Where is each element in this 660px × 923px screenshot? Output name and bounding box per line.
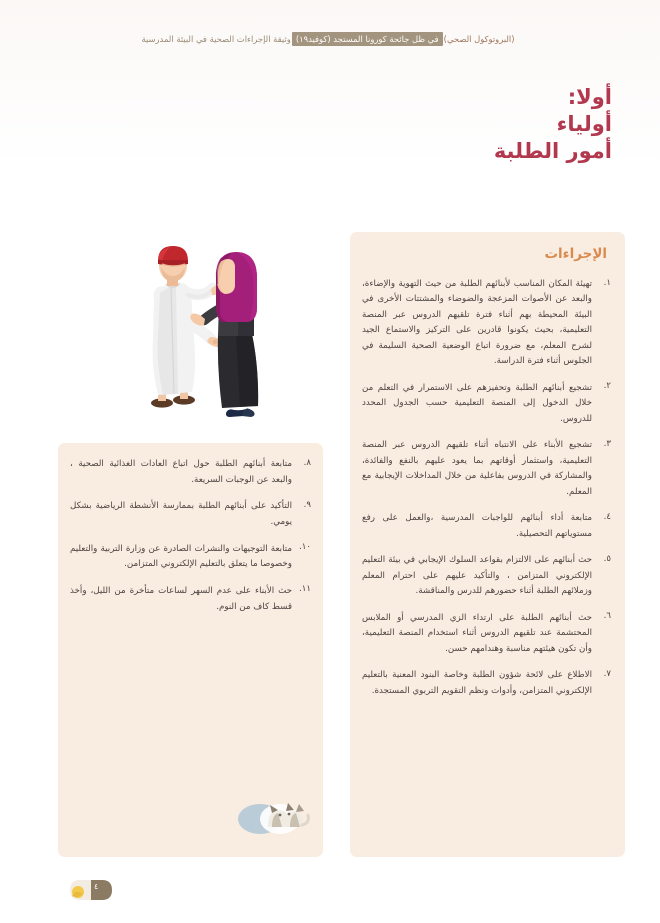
- list-item-text: تشجيع أبنائهم الطلبة وتحفيزهم على الاستمرار في التعلم من خلال الدخول إلى المنصة التعليمية حسب الجدول المحدد للدروس.: [362, 382, 592, 424]
- list-item-number: ١١.: [299, 584, 311, 595]
- list-item: [70, 499, 311, 530]
- page-number-badge: [66, 875, 116, 905]
- running-header-protocol: (البروتوكول الصحي): [443, 34, 515, 44]
- procedures-panel-right: [350, 232, 625, 857]
- procedures-panel-left: [58, 443, 323, 857]
- list-item-number: ٤.: [603, 511, 611, 522]
- list-item-text: حث أبنائهم الطلبة على ارتداء الزي المدرسي أو الملابس المحتشمة عند تلقيهم الدروس أثناء استخدام المنصة التعليمية، وأن تكون هيئتهم مناسبة وهندامهم حسن.: [362, 612, 592, 654]
- list-item: [362, 277, 611, 370]
- two-parents-illustration: [118, 238, 288, 428]
- list-item: [70, 457, 311, 488]
- list-item: [362, 381, 611, 427]
- page-title: [494, 84, 612, 165]
- list-item-text: متابعة أداء أبنائهم للواجبات المدرسية ،والعمل على رفع مستوياتهم التحصيلية.: [362, 513, 592, 539]
- page-title-line-2: أولياء: [556, 111, 612, 136]
- list-item: [362, 668, 611, 699]
- list-item-number: ٣.: [603, 438, 611, 449]
- procedures-list-left: [70, 457, 311, 626]
- list-item: [70, 542, 311, 573]
- list-item: [362, 511, 611, 542]
- list-item: [362, 611, 611, 657]
- list-item-text: تهيئة المكان المناسب لأبنائهم الطلبة من حيث التهوية والإضاءة، والبعد عن الأصوات المزعجة والضوضاء والمشتتات الأخرى في البيئة المحيطة بهم أثناء فترة تلقيهم الدروس عبر المنصة التعليمية، بحيث يكونوا قادرين على التركيز والاستماع الجيد لشرح المعلم، مع ضرورة اتباع الوضعية الصحية السليمة في الجلوس أثناء فترة الدراسة.: [362, 279, 592, 367]
- list-item: [362, 438, 611, 500]
- procedures-list-right: [362, 277, 611, 710]
- list-item-text: الاطلاع على لائحة شؤون الطلبة وخاصة البنود المعنية بالتعليم الإلكتروني المتزامن، وأدوات ونظم التقويم التربوي المستجدة.: [362, 670, 592, 696]
- running-header: [0, 26, 660, 52]
- list-item-number: ٥.: [603, 553, 611, 564]
- list-item-number: ٧.: [603, 668, 611, 679]
- list-item-number: ١.: [603, 277, 611, 288]
- decorative-cat-illustration: [58, 791, 323, 839]
- list-item-text: متابعة أبنائهم الطلبة حول اتباع العادات الغذائية الصحية ، والبعد عن الوجبات السريعة.: [70, 459, 292, 485]
- procedures-heading: الإجراءات: [544, 246, 607, 262]
- list-item-text: حث الأبناء على عدم السهر لساعات متأخرة من الليل، وأخذ قسط كاف من النوم.: [70, 585, 292, 612]
- running-header-title: وثيقة الإجراءات الصحية في البيئة المدرسية: [141, 34, 291, 44]
- running-header-highlight: في ظل جائحة كورونا المستجد (كوفيد١٩): [292, 32, 443, 46]
- list-item-number: ٩.: [303, 499, 311, 510]
- list-item-number: ٦.: [603, 611, 611, 622]
- page-title-line-1: أولا:: [567, 85, 612, 109]
- list-item: [362, 553, 611, 599]
- page-title-line-3: أمور الطلبة: [493, 138, 612, 163]
- page-number: ٤: [94, 882, 99, 891]
- list-item: [70, 584, 311, 615]
- list-item-text: حث أبنائهم على الالتزام بقواعد السلوك الإيجابي في بيئة التعليم الإلكتروني المتزامن ، والتأكيد عليهم على احترام المعلم وزملائهم الطلبة أثناء حضورهم للدرس والمناقشة.: [362, 555, 592, 597]
- list-item-number: ١٠.: [299, 542, 311, 553]
- list-item-text: التأكيد على أبنائهم الطلبة بممارسة الأنشطة الرياضية بشكل يومي.: [70, 501, 292, 527]
- list-item-text: تشجيع الأبناء على الانتباه أثناء تلقيهم الدروس عبر المنصة التعليمية، واستثمار أوقاتهم بما يعود عليهم بالنفع والفائدة، والمشاركة في الدروس بفاعلية من خلال المداخلات الإيجابية مع المعلم.: [362, 440, 592, 497]
- list-item-number: ٨.: [303, 457, 311, 468]
- list-item-number: ٢.: [603, 381, 611, 392]
- list-item-text: متابعة التوجيهات والنشرات الصادرة عن وزارة التربية والتعليم وخصوصا ما يتعلق بالتعليم الإلكتروني المتزامن.: [70, 543, 292, 570]
